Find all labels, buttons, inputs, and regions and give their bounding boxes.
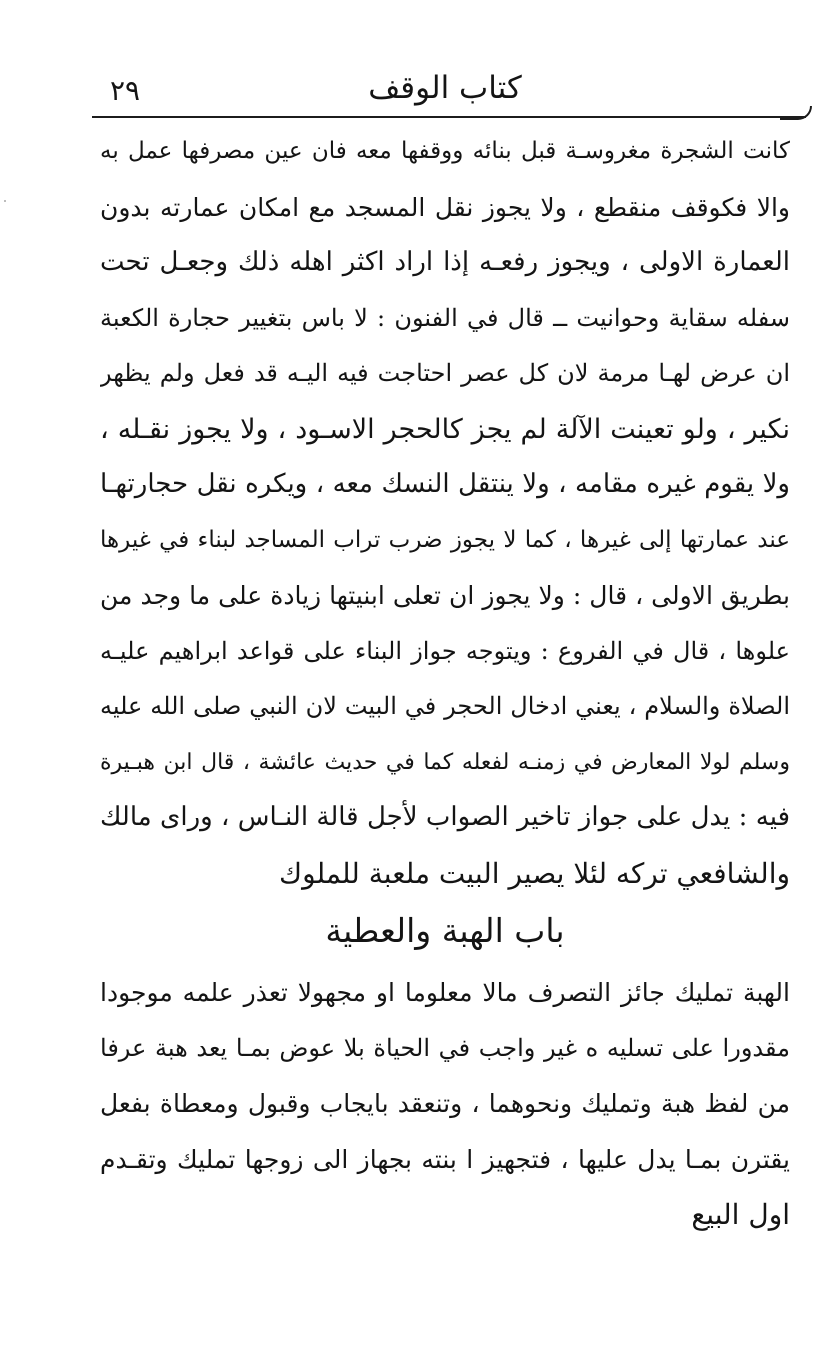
header-rule-flourish bbox=[780, 106, 812, 120]
page-number: ٢٩ bbox=[110, 74, 141, 107]
text-line: بطريق الاولى ، قال : ولا يجوز ان تعلى ابنيتها زيادة على ما وجد من bbox=[100, 581, 790, 610]
text-line: فيه : يدل على جواز تاخير الصواب لأجل قالة النـاس ، وراى مالك bbox=[100, 802, 790, 832]
text-line: ان عرض لهـا مرمة لان كل عصر احتاجت فيه اليـه قد فعل ولم يظهر bbox=[100, 359, 790, 387]
text-line: وسلم لولا المعارض في زمنـه لفعله كما في حديث عائشة ، قال ابن هبـيرة bbox=[100, 749, 790, 775]
scan-speck bbox=[4, 200, 6, 202]
text-line: العمارة الاولى ، ويجوز رفعـه إذا اراد اكثر اهله ذلك وجعـل تحت bbox=[100, 247, 790, 277]
running-title: كتاب الوقف bbox=[368, 70, 522, 106]
text-line: والا فكوقف منقطع ، ولا يجوز نقل المسجد مع امكان عمارته بدون bbox=[100, 192, 790, 222]
text-line: والشافعي تركه لئلا يصير البيت ملعبة للملوك bbox=[279, 856, 790, 890]
section-heading: باب الهبة والعطية bbox=[325, 911, 565, 950]
text-line: يقترن بمـا يدل عليها ، فتجهيز ا بنته بجهاز الى زوجها تمليك وتقـدم bbox=[100, 1144, 790, 1174]
text-line: اول البيع bbox=[691, 1198, 790, 1231]
text-line: نكير ، ولو تعينت الآلة لم يجز كالحجر الاسـود ، ولا يجوز نقـله ، bbox=[100, 413, 790, 445]
text-line: عند عمارتها إلى غيرها ، كما لا يجوز ضرب تراب المساجد لبناء في غيرها bbox=[100, 526, 790, 553]
page-header bbox=[0, 58, 838, 114]
text-line: الهبة تمليك جائز التصرف مالا معلوما او مجهولا تعذر علمه موجودا bbox=[100, 978, 790, 1007]
text-line: ولا يقوم غيره مقامه ، ولا ينتقل النسك معه ، ويكره نقل حجارتهـا bbox=[100, 469, 790, 499]
page-body bbox=[100, 124, 790, 1243]
text-line: كانت الشجرة مغروسـة قبل بنائه ووقفها معه فان عين مصرفها عمل به bbox=[100, 138, 790, 164]
text-line: مقدورا على تسليه ه غير واجب في الحياة بلا عوض بمـا يعد هبة عرفا bbox=[100, 1033, 790, 1062]
text-line: من لفظ هبة وتمليك ونحوهما ، وتنعقد بايجاب وقبول ومعطاة بفعل bbox=[100, 1089, 790, 1118]
paragraph-hiba bbox=[100, 965, 790, 1243]
text-line: سفله سقاية وحوانيت ــ قال في الفنون : لا باس بتغيير حجارة الكعبة bbox=[100, 303, 790, 332]
text-line: الصلاة والسلام ، يعني ادخال الحجر في البيت لان النبي صلى الله عليه bbox=[100, 692, 790, 720]
text-line: علوها ، قال في الفروع : ويتوجه جواز البناء على قواعد ابراهيم عليـه bbox=[100, 636, 790, 665]
header-rule bbox=[92, 116, 806, 118]
paragraph-waqf-continuation bbox=[100, 124, 790, 901]
